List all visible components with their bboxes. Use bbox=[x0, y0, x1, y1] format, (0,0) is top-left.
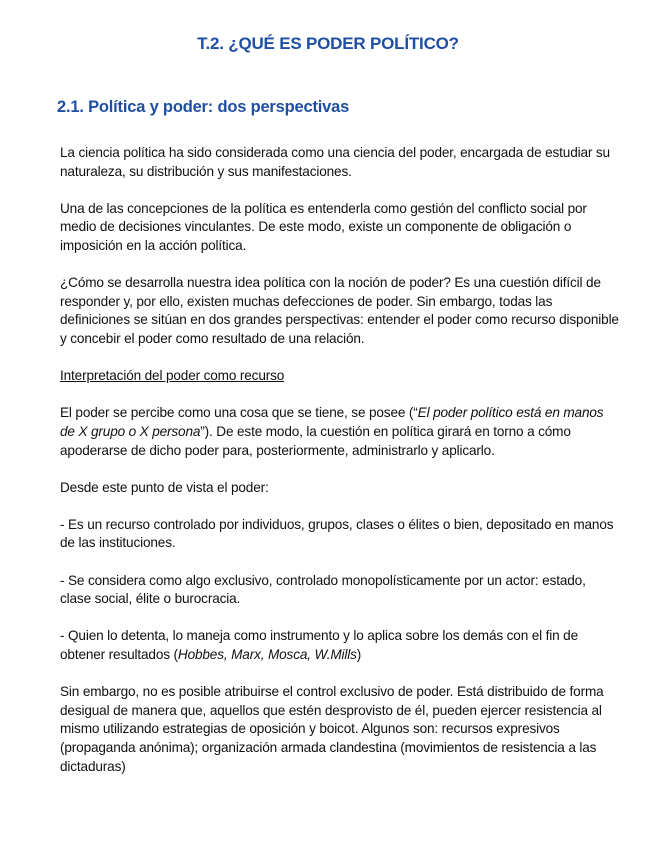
paragraph-4-quote: El poder político está en manos de X grupo o X persona bbox=[60, 405, 604, 439]
list-item-3-authors: Hobbes, Marx, Mosca, W.Mills bbox=[177, 647, 357, 663]
paragraph-9: Sin embargo, no es posible atribuirse el control exclusivo de poder. Está distribuido de forma desigual de manera que, aquellos que estén desprovisto de él, pueden ejercer resistencia al mismo utilizando estrategias de oposición y boicot. Algunos son: recursos expresivos (propaganda anónima); organización armada clandestina (movimientos de resistencia a las dictaduras) bbox=[60, 684, 604, 774]
list-item-3-start: - Quien lo detenta, lo maneja como instrumento y lo aplica sobre los demás con el fin de obtener resultados ( bbox=[60, 628, 578, 663]
paragraph-4-start: El poder se percibe como una cosa que se tiene, se posee (“ bbox=[60, 405, 418, 421]
subsection-heading: Interpretación del poder como recurso bbox=[60, 368, 285, 384]
list-item-1: - Es un recurso controlado por individuos, grupos, clases o élites o bien, depositado en manos de las instituciones. bbox=[60, 516, 614, 551]
document-body bbox=[60, 144, 620, 795]
paragraph-5: Desde este punto de vista el poder: bbox=[60, 479, 269, 495]
list-item-3-end: ) bbox=[356, 647, 362, 663]
paragraph-1: La ciencia política ha sido considerada como una ciencia del poder, encargada de estudiar su naturaleza, su distribución y sus manifestaciones. bbox=[60, 145, 610, 179]
list-item-2: - Se considera como algo exclusivo, controlado monopolísticamente por un actor: estado, clase social, élite o burocracia. bbox=[60, 572, 586, 607]
paragraph-4 bbox=[60, 404, 620, 460]
page-title: T.2. ¿QUÉ ES PODER POLÍTICO? bbox=[197, 34, 459, 53]
section-heading: 2.1. Política y poder: dos perspectivas bbox=[57, 98, 350, 116]
paragraph-3: ¿Cómo se desarrolla nuestra idea política con la noción de poder? Es una cuestión difícil de responder y, por ello, existen muchas defecciones de poder. Sin embargo, todas las definiciones se sitúan en dos grandes perspectivas: entender el poder como recurso disponible y concebir el poder como resultado de una relación. bbox=[60, 275, 619, 346]
paragraph-4-end: ”). De este modo, la cuestión en política girará en torno a cómo apoderarse de dicho poder para, posteriormente, administrarlo y aplicarlo. bbox=[60, 423, 571, 458]
paragraph-2: Una de las concepciones de la política es entenderla como gestión del conflicto social por medio de decisiones vinculantes. De este modo, existe un componente de obligación o imposición en la acción política. bbox=[60, 200, 587, 253]
list-item-3 bbox=[60, 627, 620, 664]
